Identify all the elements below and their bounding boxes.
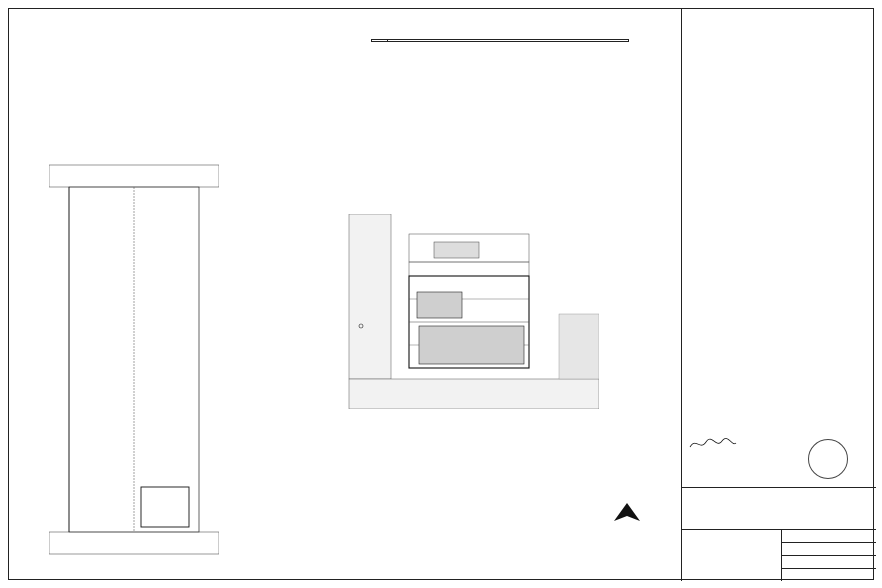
- alta-col-item: [372, 40, 388, 42]
- legend-section: [299, 464, 569, 576]
- control-diagram: [49, 137, 219, 567]
- schedule-b-section: [49, 27, 349, 147]
- alta-table-section: [371, 37, 629, 147]
- north-arrow-icon: [612, 503, 642, 523]
- project-cell: [782, 568, 876, 581]
- signature-section: [688, 437, 872, 485]
- survey-sheet: [8, 8, 874, 580]
- alta-col-desc: [388, 40, 629, 42]
- sheet-cell: [782, 529, 876, 542]
- company-cell: [682, 529, 782, 581]
- drawn-cell: [782, 555, 876, 568]
- statement-section: [688, 367, 872, 437]
- legal-section: [688, 23, 872, 83]
- signature-icon: [688, 437, 738, 451]
- surveyor-seal: [808, 439, 848, 479]
- north-arrow: [597, 503, 657, 553]
- date-cell: [782, 542, 876, 555]
- sheet-info: [782, 529, 876, 581]
- title-block: [681, 9, 875, 581]
- project-title-cell: [682, 487, 876, 529]
- notes-section: [688, 129, 872, 359]
- site-plan: [309, 214, 599, 409]
- alta-table: [371, 39, 629, 42]
